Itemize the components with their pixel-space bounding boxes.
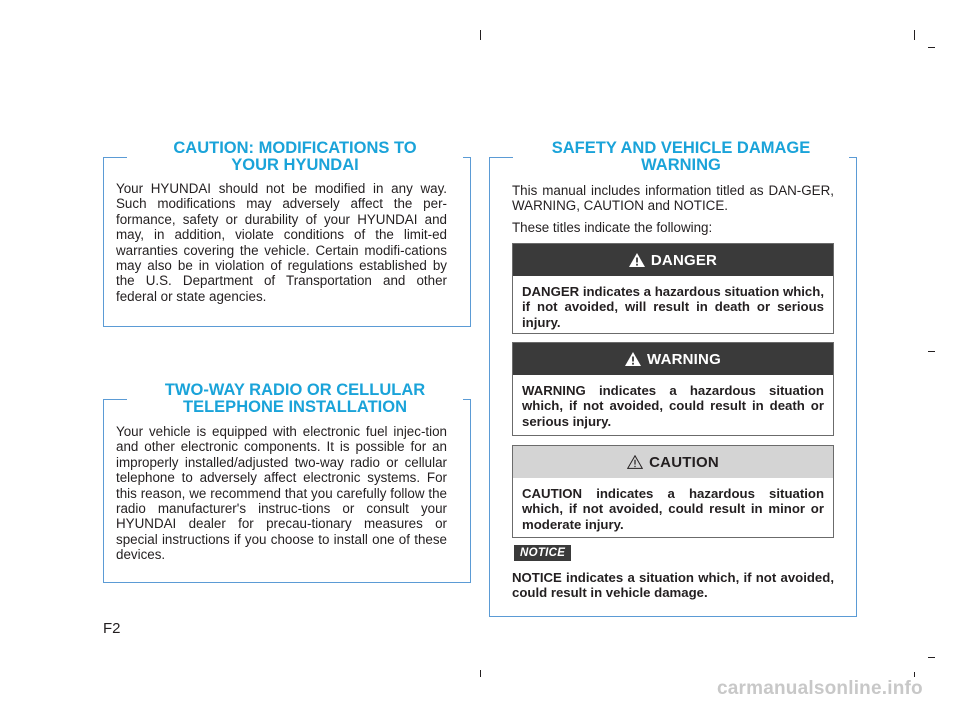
caution-text: CAUTION indicates a hazardous situation which, if not avoided, could result in minor or moderate injury. [522,486,824,532]
warning-header [513,343,833,375]
safety-title [513,140,849,174]
warning-text: WARNING indicates a hazardous situation which, if not avoided, could result in death or serious injury. [522,383,824,429]
safety-intro-2: These titles indicate the following: [512,220,713,235]
page-number: F2 [103,620,121,637]
warning-triangle-icon [629,253,645,267]
crop-mark [480,670,481,677]
radio-body: Your vehicle is equipped with electronic fuel injec-tion and other electronic components. It is possible for an improperly installed/adjusted two-way radio or cellular telephone to adversely affect electronic systems. For this reason, we recommend that you carefully follow the radio manufacturer's instruc-tions or consult your HYUNDAI dealer for precau-tionary measures or special instructions if you choose to install one of these devices. [116,424,447,563]
crop-mark [914,30,915,40]
danger-text: DANGER indicates a hazardous situation which, if not avoided, will result in death or serious injury. [522,284,824,330]
radio-title [127,382,463,416]
modifications-title [127,140,463,174]
danger-label: DANGER [650,251,718,269]
crop-mark [914,672,915,677]
caution-panel [512,445,834,538]
crop-mark [480,30,481,40]
modifications-title-line1: CAUTION: MODIFICATIONS TO [173,139,417,157]
caution-label: CAUTION [649,453,719,471]
modifications-body: Your HYUNDAI should not be modified in any way. Such modifications may adversely affect the per-formance, safety or durability of your HYUNDAI and may, in addition, violate conditions of the limit-ed warranties covering the vehicle. Certain modifi-cations may also be in violation of regulations established by the U.S. Department of Transportation and other federal or state agencies. [116,181,447,304]
safety-title-line1: SAFETY AND VEHICLE DAMAGE [551,139,811,157]
warning-triangle-icon [625,352,641,366]
crop-mark [928,47,935,48]
modifications-title-line2: YOUR HYUNDAI [231,156,359,174]
notice-text: NOTICE indicates a situation which, if not avoided, could result in vehicle damage. [512,570,834,601]
crop-mark [928,657,935,658]
danger-panel [512,243,834,334]
warning-panel [512,342,834,436]
safety-intro: This manual includes information titled as DAN-GER, WARNING, CAUTION and NOTICE. [512,183,834,214]
warning-triangle-outline-icon [627,455,643,469]
radio-title-line1: TWO-WAY RADIO OR CELLULAR [164,381,426,399]
safety-title-line2: WARNING [641,156,721,174]
notice-badge: NOTICE [514,545,571,561]
crop-mark [928,351,935,352]
warning-label: WARNING [647,350,721,368]
radio-title-line2: TELEPHONE INSTALLATION [183,398,407,416]
danger-header [513,244,833,276]
watermark: carmanualsonline.info [717,678,923,699]
caution-header [513,446,833,478]
